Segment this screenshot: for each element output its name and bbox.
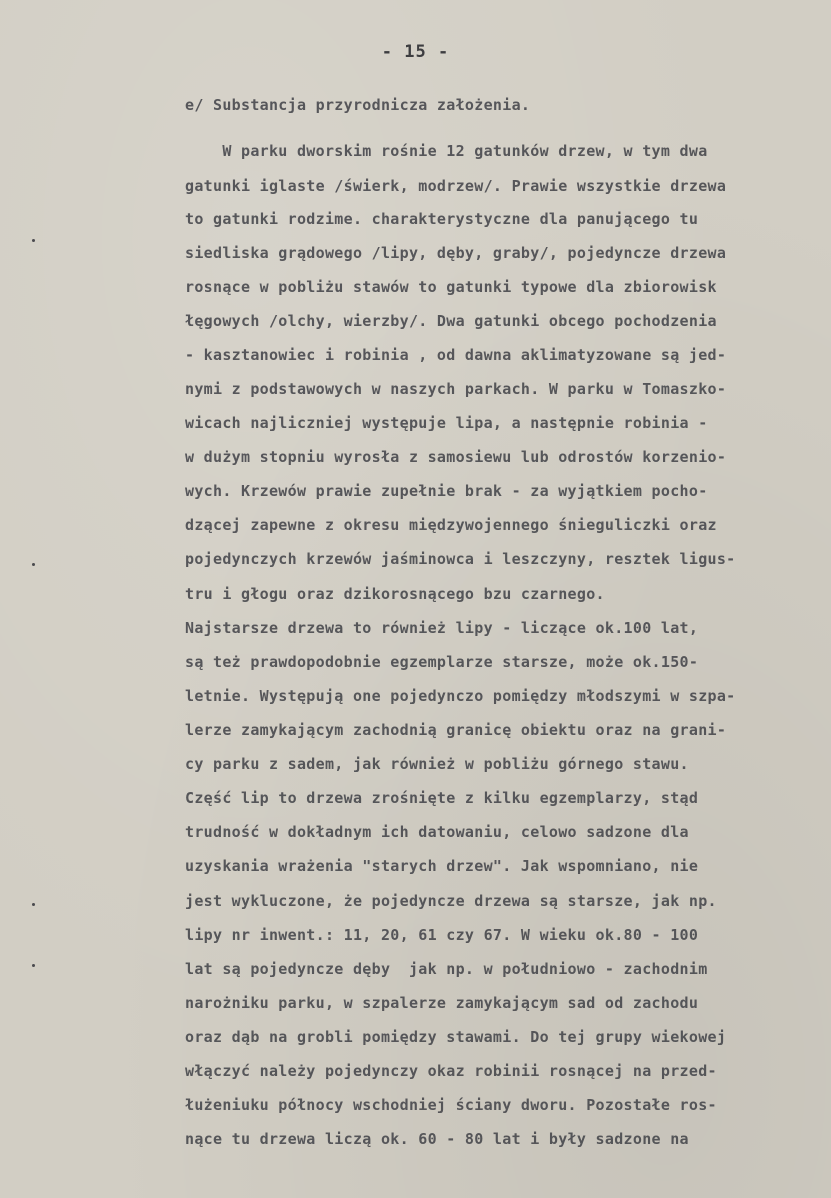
text-line: są też prawdopodobnie egzemplarze starsze, może ok.150- — [185, 653, 699, 671]
text-line: W parku dworskim rośnie 12 gatunków drzew, w tym dwa — [185, 142, 708, 160]
margin-mark — [32, 563, 35, 566]
text-line: Część lip to drzewa zrośnięte z kilku egzemplarzy, stąd — [185, 789, 699, 807]
text-line: wych. Krzewów prawie zupełnie brak - za wyjątkiem pocho- — [185, 482, 708, 500]
margin-mark — [32, 903, 35, 906]
text-line: lerze zamykającym zachodnią granicę obiektu oraz na grani- — [185, 721, 727, 739]
text-line: gatunki iglaste /świerk, modrzew/. Prawie wszystkie drzewa — [185, 177, 727, 195]
text-line: cy parku z sadem, jak również w pobliżu górnego stawu. — [185, 755, 689, 773]
text-line: lat są pojedyncze dęby jak np. w południowo - zachodnim — [185, 960, 708, 978]
text-line: rosnące w pobliżu stawów to gatunki typowe dla zbiorowisk — [185, 278, 717, 296]
text-line: jest wykluczone, że pojedyncze drzewa są starsze, jak np. — [185, 892, 717, 910]
text-line: lipy nr inwent.: 11, 20, 61 czy 67. W wieku ok.80 - 100 — [185, 926, 699, 944]
text-line: e/ Substancja przyrodnicza założenia. — [185, 96, 531, 114]
text-line: łużeniuku północy wschodniej ściany dworu. Pozostałe ros- — [185, 1096, 717, 1114]
text-line: pojedynczych krzewów jaśminowca i leszczyny, resztek ligus- — [185, 550, 736, 568]
text-line: trudność w dokładnym ich datowaniu, celowo sadzone dla — [185, 823, 689, 841]
margin-mark — [32, 239, 35, 242]
text-line: włączyć należy pojedynczy okaz robinii rosnącej na przed- — [185, 1062, 717, 1080]
text-line: dzącej zapewne z okresu międzywojennego śnieguliczki oraz — [185, 516, 717, 534]
text-line: nymi z podstawowych w naszych parkach. W parku w Tomaszko- — [185, 380, 727, 398]
text-line: narożniku parku, w szpalerze zamykającym sad od zachodu — [185, 994, 699, 1012]
text-line: tru i głogu oraz dzikorosnącego bzu czarnego. — [185, 585, 605, 603]
text-line: w dużym stopniu wyrosła z samosiewu lub odrostów korzenio- — [185, 448, 727, 466]
text-line: nące tu drzewa liczą ok. 60 - 80 lat i były sadzone na — [185, 1130, 689, 1148]
text-line: uzyskania wrażenia "starych drzew". Jak wspomniano, nie — [185, 857, 699, 875]
text-line: siedliska grądowego /lipy, dęby, graby/, pojedyncze drzewa — [185, 244, 727, 262]
text-line: Najstarsze drzewa to również lipy - liczące ok.100 lat, — [185, 619, 699, 637]
text-line: letnie. Występują one pojedynczo pomiędzy młodszymi w szpa- — [185, 687, 736, 705]
text-line: łęgowych /olchy, wierzby/. Dwa gatunki obcego pochodzenia — [185, 312, 717, 330]
text-line: to gatunki rodzime. charakterystyczne dla panującego tu — [185, 210, 699, 228]
text-line: oraz dąb na grobli pomiędzy stawami. Do tej grupy wiekowej — [185, 1028, 727, 1046]
text-line: - kasztanowiec i robinia , od dawna aklimatyzowane są jed- — [185, 346, 727, 364]
margin-mark — [32, 964, 35, 967]
page-number: - 15 - — [381, 42, 450, 62]
text-line: wicach najliczniej występuje lipa, a następnie robinia - — [185, 414, 708, 432]
